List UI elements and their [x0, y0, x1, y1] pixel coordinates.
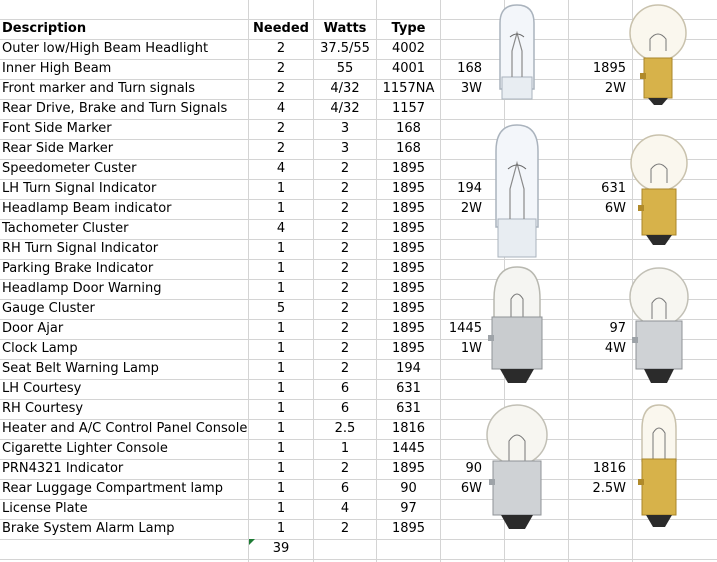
grid-vline — [440, 0, 441, 562]
cell-type[interactable]: 168 — [396, 121, 421, 136]
cell-type[interactable]: 1895 — [391, 261, 426, 276]
cell-needed[interactable]: 2 — [276, 141, 286, 156]
cell-description[interactable]: PRN4321 Indicator — [2, 461, 124, 476]
cell-type[interactable]: 1895 — [391, 301, 426, 316]
cell-watts[interactable]: 4/32 — [330, 101, 360, 116]
total-needed[interactable]: 39 — [272, 541, 290, 556]
cell-type[interactable]: 1895 — [391, 241, 426, 256]
cell-type[interactable]: 90 — [400, 481, 417, 496]
cell-watts[interactable]: 1 — [340, 441, 350, 456]
bulb-168-watts: 3W — [460, 81, 482, 96]
cell-description[interactable]: Front marker and Turn signals — [2, 81, 196, 96]
cell-needed[interactable]: 1 — [276, 441, 286, 456]
cell-type[interactable]: 1895 — [391, 341, 426, 356]
bulb-90-type: 90 — [465, 461, 482, 476]
cell-description[interactable]: Rear Side Marker — [2, 141, 114, 156]
cell-type[interactable]: 1895 — [391, 221, 426, 236]
cell-watts[interactable]: 3 — [340, 141, 350, 156]
cell-needed[interactable]: 1 — [276, 361, 286, 376]
cell-type[interactable]: 1157 — [391, 101, 426, 116]
bulb-97-image — [628, 265, 690, 387]
cell-needed[interactable]: 2 — [276, 121, 286, 136]
cell-description[interactable]: Font Side Marker — [2, 121, 112, 136]
cell-description[interactable]: Heater and A/C Control Panel Console — [2, 421, 248, 436]
cell-description[interactable]: Tachometer Cluster — [2, 221, 129, 236]
cell-description[interactable]: Brake System Alarm Lamp — [2, 521, 175, 536]
cell-needed[interactable]: 1 — [276, 261, 286, 276]
cell-type[interactable]: 1895 — [391, 281, 426, 296]
grid-hline — [0, 559, 717, 560]
cell-description[interactable]: Door Ajar — [2, 321, 64, 336]
header-description[interactable]: Description — [2, 21, 87, 36]
grid-vline — [568, 0, 569, 562]
cell-needed[interactable]: 2 — [276, 61, 286, 76]
cell-description[interactable]: Parking Brake Indicator — [2, 261, 154, 276]
cell-type[interactable]: 1895 — [391, 521, 426, 536]
bulb-194-type: 194 — [457, 181, 482, 196]
cell-type[interactable]: 1445 — [391, 441, 426, 456]
cell-description[interactable]: Seat Belt Warning Lamp — [2, 361, 159, 376]
cell-watts[interactable]: 6 — [340, 481, 350, 496]
cell-type[interactable]: 631 — [396, 381, 421, 396]
bulb-631-watts: 6W — [604, 201, 626, 216]
bulb-97-type: 97 — [609, 321, 626, 336]
cell-watts[interactable]: 4/32 — [330, 81, 360, 96]
cell-type[interactable]: 1895 — [391, 461, 426, 476]
cell-needed[interactable]: 1 — [276, 501, 286, 516]
header-watts[interactable]: Watts — [323, 21, 367, 36]
bulb-631-type: 631 — [601, 181, 626, 196]
bulb-1816-type: 1816 — [592, 461, 626, 476]
cell-watts[interactable]: 2 — [340, 161, 350, 176]
bulb-194-watts: 2W — [460, 201, 482, 216]
bulb-168-image — [490, 3, 544, 103]
cell-watts[interactable]: 4 — [340, 501, 350, 516]
cell-type[interactable]: 168 — [396, 141, 421, 156]
cell-needed[interactable]: 2 — [276, 41, 286, 56]
cell-type[interactable]: 4001 — [391, 61, 426, 76]
cell-needed[interactable]: 2 — [276, 81, 286, 96]
bulb-1895-watts: 2W — [604, 81, 626, 96]
bulb-90-image — [486, 401, 548, 533]
cell-needed[interactable]: 4 — [276, 101, 286, 116]
cell-needed[interactable]: 1 — [276, 401, 286, 416]
cell-type[interactable]: 1895 — [391, 321, 426, 336]
cell-watts[interactable]: 2 — [340, 321, 350, 336]
cell-watts[interactable]: 2 — [340, 181, 350, 196]
cell-type[interactable]: 631 — [396, 401, 421, 416]
cell-needed[interactable]: 1 — [276, 481, 286, 496]
cell-description[interactable]: RH Courtesy — [2, 401, 84, 416]
cell-watts[interactable]: 2 — [340, 241, 350, 256]
cell-type[interactable]: 1895 — [391, 201, 426, 216]
bulb-90-watts: 6W — [460, 481, 482, 496]
bulb-1445-watts: 1W — [460, 341, 482, 356]
cell-description[interactable]: Speedometer Custer — [2, 161, 137, 176]
cell-needed[interactable]: 1 — [276, 381, 286, 396]
cell-description[interactable]: LH Courtesy — [2, 381, 82, 396]
cell-watts[interactable]: 2 — [340, 341, 350, 356]
cell-description[interactable]: Outer low/High Beam Headlight — [2, 41, 209, 56]
cell-description[interactable]: RH Turn Signal Indicator — [2, 241, 159, 256]
bulb-1895-type: 1895 — [592, 61, 626, 76]
cell-needed[interactable]: 4 — [276, 221, 286, 236]
bulb-194-image — [488, 123, 546, 261]
cell-watts[interactable]: 2 — [340, 521, 350, 536]
cell-watts[interactable]: 6 — [340, 401, 350, 416]
cell-watts[interactable]: 2 — [340, 221, 350, 236]
cell-watts[interactable]: 2 — [340, 461, 350, 476]
cell-type[interactable]: 1157NA — [382, 81, 435, 96]
cell-description[interactable]: Rear Luggage Compartment lamp — [2, 481, 223, 496]
cell-watts[interactable]: 6 — [340, 381, 350, 396]
cell-description[interactable]: Cigarette Lighter Console — [2, 441, 168, 456]
bulb-1816-watts: 2.5W — [592, 481, 626, 496]
cell-needed[interactable]: 1 — [276, 461, 286, 476]
cell-needed[interactable]: 1 — [276, 201, 286, 216]
cell-description[interactable]: Headlamp Beam indicator — [2, 201, 172, 216]
cell-watts[interactable]: 55 — [336, 61, 354, 76]
bulb-97-watts: 4W — [604, 341, 626, 356]
cell-needed[interactable]: 5 — [276, 301, 286, 316]
bulb-1445-image — [486, 265, 548, 387]
cell-type[interactable]: 1895 — [391, 161, 426, 176]
cell-description[interactable]: LH Turn Signal Indicator — [2, 181, 157, 196]
bulb-631-image — [628, 133, 690, 251]
cell-needed[interactable]: 1 — [276, 421, 286, 436]
bulb-1445-type: 1445 — [448, 321, 482, 336]
cell-description[interactable]: Headlamp Door Warning — [2, 281, 162, 296]
bulb-1895-image — [626, 3, 690, 107]
cell-watts[interactable]: 2.5 — [334, 421, 356, 436]
cell-needed[interactable]: 4 — [276, 161, 286, 176]
cell-needed[interactable]: 1 — [276, 521, 286, 536]
cell-watts[interactable]: 2 — [340, 281, 350, 296]
cell-description[interactable]: License Plate — [2, 501, 88, 516]
grid-hline — [0, 539, 717, 540]
cell-needed[interactable]: 1 — [276, 321, 286, 336]
cell-watts[interactable]: 3 — [340, 121, 350, 136]
cell-description[interactable]: Gauge Cluster — [2, 301, 95, 316]
cell-needed[interactable]: 1 — [276, 341, 286, 356]
cell-needed[interactable]: 1 — [276, 181, 286, 196]
header-type[interactable]: Type — [391, 21, 426, 36]
cell-needed[interactable]: 1 — [276, 281, 286, 296]
cell-type[interactable]: 1816 — [391, 421, 426, 436]
cell-description[interactable]: Inner High Beam — [2, 61, 112, 76]
cell-type[interactable]: 4002 — [391, 41, 426, 56]
bulb-1816-image — [630, 403, 688, 531]
cell-watts[interactable]: 37.5/55 — [320, 41, 370, 56]
cell-type[interactable]: 97 — [400, 501, 417, 516]
cell-description[interactable]: Clock Lamp — [2, 341, 78, 356]
header-needed[interactable]: Needed — [253, 21, 309, 36]
cell-watts[interactable]: 2 — [340, 261, 350, 276]
cell-watts[interactable]: 2 — [340, 201, 350, 216]
cell-needed[interactable]: 1 — [276, 241, 286, 256]
cell-watts[interactable]: 2 — [340, 301, 350, 316]
cell-watts[interactable]: 2 — [340, 361, 350, 376]
cell-type[interactable]: 1895 — [391, 181, 426, 196]
cell-description[interactable]: Rear Drive, Brake and Turn Signals — [2, 101, 228, 116]
cell-type[interactable]: 194 — [396, 361, 421, 376]
bulb-168-type: 168 — [457, 61, 482, 76]
